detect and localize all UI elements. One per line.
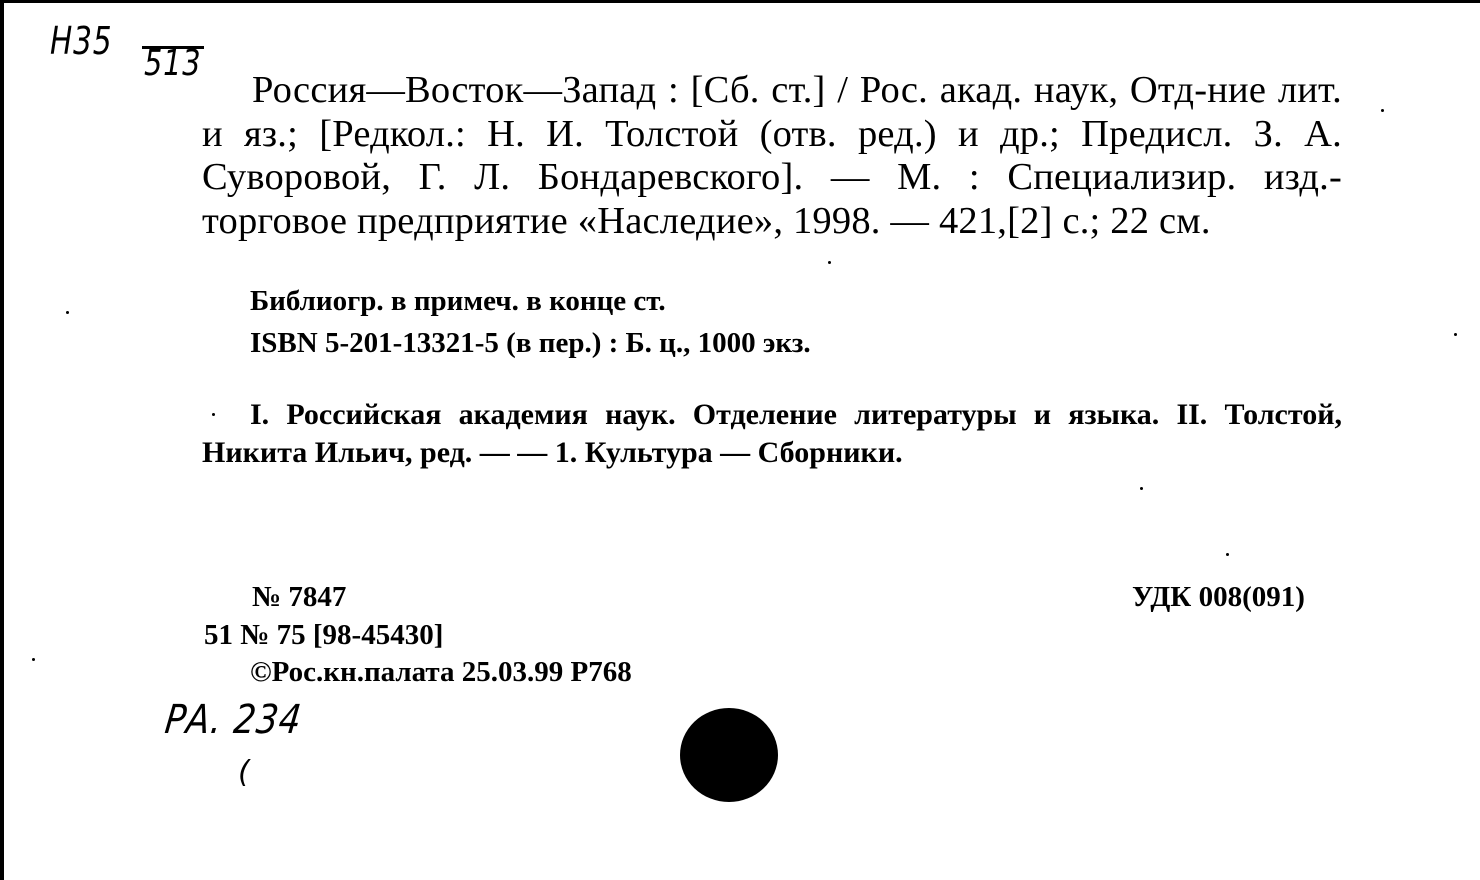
card-number: № 7847 (252, 581, 347, 613)
shelf-mark-top: Н35 (50, 19, 113, 63)
bibliography-note: Библиогр. в примеч. в конце ст. (250, 285, 666, 317)
udk-classification: УДК 008(091) (1132, 581, 1305, 613)
scan-speck (828, 261, 831, 264)
scan-speck (1226, 553, 1229, 556)
scan-speck (66, 311, 69, 314)
scan-speck (1381, 109, 1384, 112)
batch-number: 51 № 75 [98-45430] (204, 619, 444, 651)
scan-speck (32, 658, 35, 661)
inventory-mark: РА. 234 (162, 697, 305, 743)
isbn-note: ISBN 5-201-13321-5 (в пер.) : Б. ц., 1000 экз. (250, 327, 811, 359)
shelf-mark-bottom: 513 (144, 43, 202, 84)
scan-speck (1454, 333, 1457, 336)
scan-speck (212, 413, 215, 416)
subject-tracings: I. Российская академия наук. Отделение литературы и языка. II. Толстой, Никита Ильич, ред. — — 1. Культура — Сборники. (202, 398, 1342, 469)
bibliographic-description: Россия—Восток—Запад : [Сб. ст.] / Рос. акад. наук, Отд-ние лит. и яз.; [Редкол.: Н. И. Толстой (отв. ред.) и др.; Предисл. З. А. Суворовой, Г. Л. Бондаревского]. — М. : Специализир. изд.-торговое предприятие «Наследие», 1998. — 421,[2] с.; 22 см. (202, 69, 1342, 242)
tick-mark: ( (238, 755, 251, 790)
book-chamber-imprint: ©Рос.кн.палата 25.03.99 Р768 (250, 656, 632, 688)
card-punch-hole (680, 708, 778, 802)
scan-speck (1140, 487, 1143, 490)
